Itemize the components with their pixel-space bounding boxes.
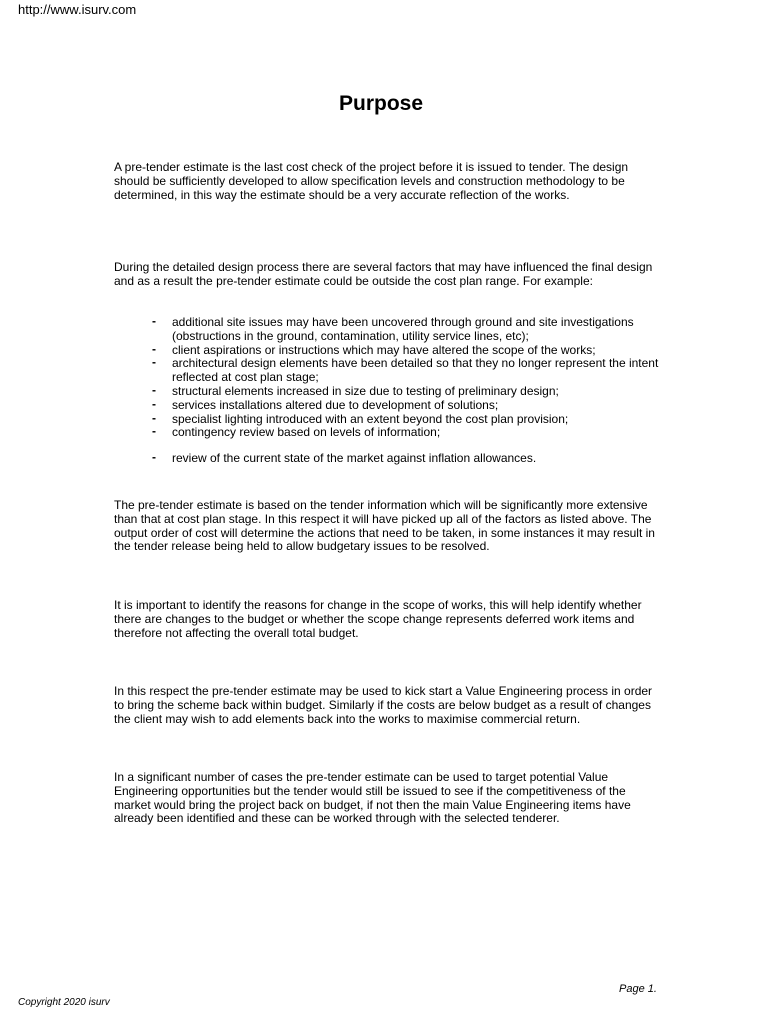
bullet-dash: - — [152, 355, 156, 370]
bullet-dash: - — [152, 450, 156, 465]
list-item — [152, 357, 662, 385]
list-item — [152, 452, 662, 466]
bullet-dash: - — [152, 314, 156, 328]
list-item-text: additional site issues may have been uncovered through ground and site investigations (obstructions in the ground, contamination, utility service lines, etc); — [172, 315, 634, 343]
list-item — [152, 316, 662, 344]
list-item-text: contingency review based on levels of information; — [172, 425, 441, 440]
page-number: Page 1. — [619, 983, 657, 995]
list-item — [152, 382, 662, 399]
bullet-dash: - — [152, 396, 156, 411]
paragraph-value-engineering: In this respect the pre-tender estimate may be used to kick start a Value Engineering process in order to bring the scheme back within budget. Similarly if the costs are below budget as a result of changes the client may wish to add elements back into the works to maximise commercial return. — [114, 684, 653, 726]
list-item — [152, 410, 662, 427]
list-item-text: review of the current state of the market against inflation allowances. — [172, 451, 537, 466]
list-item — [152, 341, 662, 358]
paragraph-intro: A pre-tender estimate is the last cost check of the project before it is issued to tender. The design should be sufficiently developed to allow specification levels and construction methodology to be determined, in this way the estimate should be a very accurate reflection of the works. — [114, 160, 629, 202]
list-item-text: services installations altered due to development of solutions; — [172, 397, 499, 412]
list-item-text: architectural design elements have been detailed so that they no longer represent the intent reflected at cost plan stage; — [172, 356, 659, 385]
list-item-text: structural elements increased in size due to testing of preliminary design; — [172, 383, 559, 398]
paragraph-factors: During the detailed design process there are several factors that may have influenced the final design and as a result the pre-tender estimate could be outside the cost plan range. For example: — [114, 260, 653, 288]
source-url: http://www.isurv.com — [18, 2, 137, 17]
list-item-text: specialist lighting introduced with an extent beyond the cost plan provision; — [172, 411, 569, 426]
bullet-dash: - — [152, 424, 156, 439]
list-item-text: client aspirations or instructions which may have altered the scope of the works; — [172, 342, 596, 357]
copyright-notice: Copyright 2020 isurv — [18, 997, 110, 1008]
paragraph-scope-change: It is important to identify the reasons for change in the scope of works, this will help identify whether there are changes to the budget or whether the scope change represents deferred work items and therefore not affecting the overall total budget. — [114, 598, 642, 640]
bullet-dash: - — [152, 382, 156, 397]
bullet-dash: - — [152, 410, 156, 425]
list-item — [152, 396, 662, 413]
paragraph-target-opportunities: In a significant number of cases the pre-tender estimate can be used to target potential Value Engineering opportunities but the tender would still be issued to see if the competitiveness of the market would bring the project back on budget, if not then the main Value Engineering items have already been identified and these can be worked through with the selected tenderer. — [114, 770, 631, 826]
paragraph-tender-information: The pre-tender estimate is based on the tender information which will be significantly more extensive than that at cost plan stage. In this respect it will have picked up all of the factors as listed above. The output order of cost will determine the actions that need to be taken, in some instances it may result in the tender release being held to allow budgetary issues to be resolved. — [114, 498, 655, 554]
page-title: Purpose — [338, 92, 424, 115]
factor-list — [152, 316, 662, 466]
bullet-dash: - — [152, 341, 156, 356]
list-item — [152, 426, 662, 440]
